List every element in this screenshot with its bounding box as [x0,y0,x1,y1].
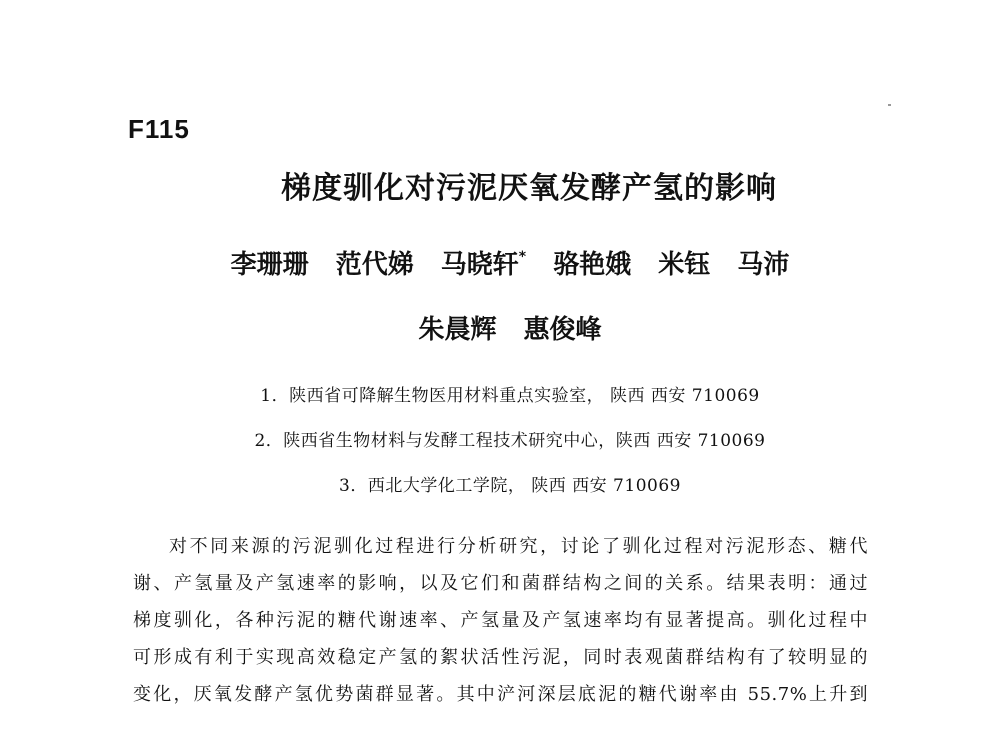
author: 米钰 [658,250,711,280]
author-list-line2 [0,309,1000,346]
author: 朱晨辉 [418,315,497,345]
corresponding-author-mark: * [518,249,527,265]
abstract-line: 谢、产氢量及产氢速率的影响，以及它们和菌群结构之间的关系。结果表明：通过 [133,573,868,594]
author-list-line1 [0,244,1000,281]
abstract-line: 对不同来源的污泥驯化过程进行分析研究，讨论了驯化过程对污泥形态、糖代 [169,536,868,557]
author: 惠俊峰 [523,315,602,345]
abstract-line: 变化，厌氧发酵产氢优势菌群显著。其中浐河深层底泥的糖代谢率由 55.7%上升到 [133,684,868,705]
affiliation-2: 2．陕西省生物材料与发酵工程技术研究中心，陕西 西安 710069 [254,431,766,451]
affiliation-1: 1．陕西省可降解生物医用材料重点实验室， 陕西 西安 710069 [260,386,760,406]
abstract-line: 可形成有利于实现高效稳定产氢的絮状活性污泥，同时表观菌群结构有了较明显的 [133,647,868,668]
classification-code: F115 [128,114,190,144]
author: 范代娣 [335,250,414,280]
author: 马沛 [737,250,790,280]
abstract-body [133,528,868,713]
affiliation-3: 3．西北大学化工学院， 陕西 西安 710069 [339,476,681,496]
author-corresponding: 马晓轩* [440,249,527,280]
author: 李珊珊 [230,250,309,280]
scan-speck [888,104,891,106]
author: 骆艳娥 [553,250,632,280]
paper-title: 梯度驯化对污泥厌氧发酵产氢的影响 [281,171,777,206]
abstract-line: 梯度驯化，各种污泥的糖代谢速率、产氢量及产氢速率均有显著提高。驯化过程中 [133,610,868,631]
